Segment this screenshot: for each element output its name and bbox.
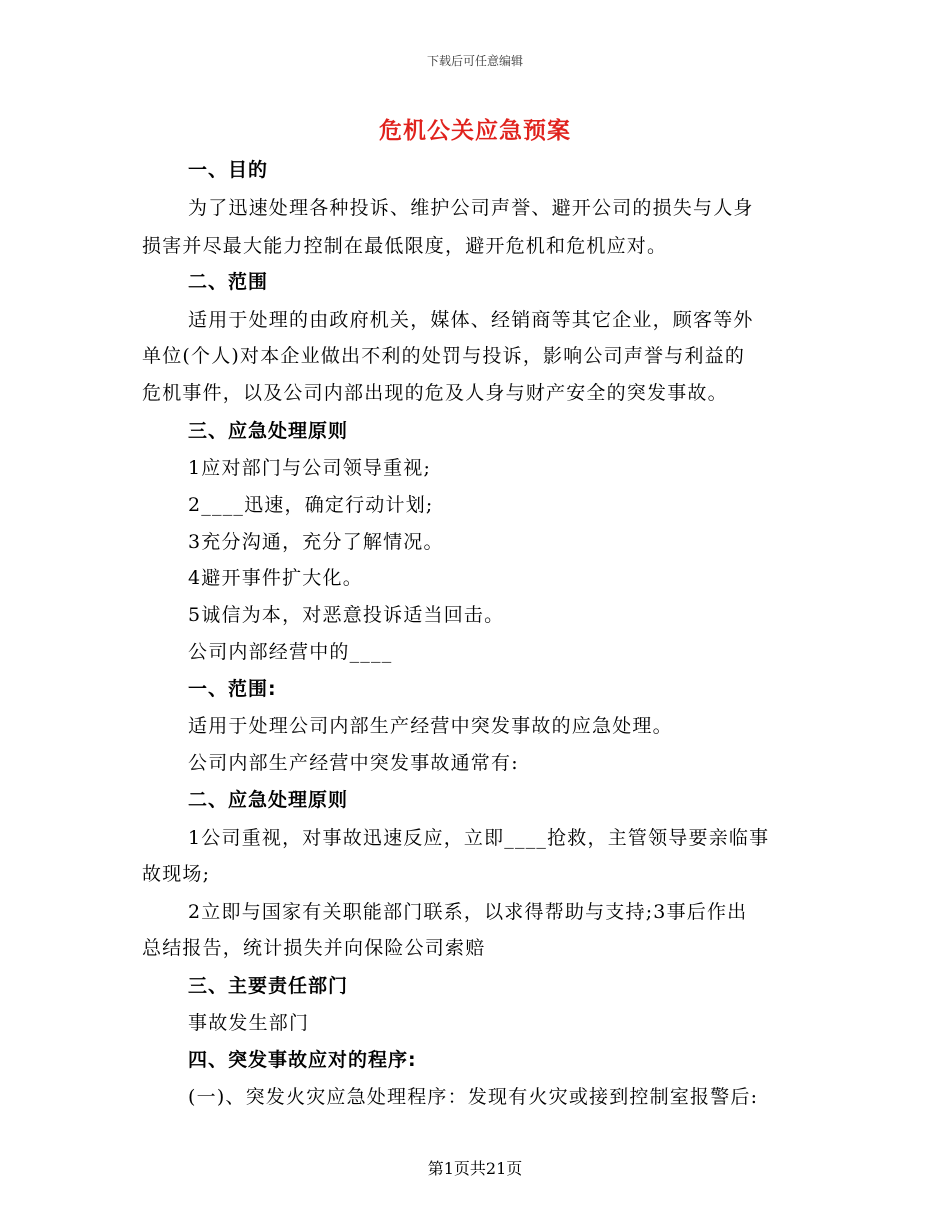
document-title: 危机公关应急预案 xyxy=(379,118,571,144)
paragraph-line: 故现场; xyxy=(142,863,211,885)
paragraph-line: 1公司重视，对事故迅速反应，立即____抢救，主管领导要亲临事 xyxy=(188,827,770,849)
page-number: 第1页共21页 xyxy=(427,1159,523,1178)
paragraph-line: 适用于处理的由政府机关，媒体、经销商等其它企业，顾客等外 xyxy=(188,309,754,331)
paragraph-line: 危机事件，以及公司内部出现的危及人身与财产安全的突发事故。 xyxy=(142,382,728,404)
paragraph-line: 损害并尽最大能力控制在最低限度，避开危机和危机应对。 xyxy=(142,235,668,257)
heading-scope: 二、范围 xyxy=(188,271,269,293)
paragraph-line: 公司内部经营中的____ xyxy=(188,641,393,663)
paragraph-line: 公司内部生产经营中突发事故通常有: xyxy=(188,752,519,774)
header-note: 下载后可任意编辑 xyxy=(426,54,523,68)
paragraph-line: 总结报告，统计损失并向保险公司索赔 xyxy=(142,937,486,959)
heading-internal-principles: 二、应急处理原则 xyxy=(188,789,349,811)
list-item: 2____迅速，确定行动计划; xyxy=(188,494,434,516)
paragraph-line: (一)、突发火灾应急处理程序：发现有火灾或接到控制室报警后: xyxy=(188,1086,759,1108)
heading-responsible-department: 三、主要责任部门 xyxy=(188,975,349,997)
list-item: 1应对部门与公司领导重视; xyxy=(188,457,432,479)
list-item: 5诚信为本，对恶意投诉适当回击。 xyxy=(188,604,505,626)
heading-purpose: 一、目的 xyxy=(188,159,269,181)
paragraph-line: 事故发生部门 xyxy=(188,1012,310,1034)
paragraph-line: 2立即与国家有关职能部门联系，以求得帮助与支持;3事后作出 xyxy=(188,901,748,923)
heading-procedure: 四、突发事故应对的程序: xyxy=(188,1049,417,1071)
paragraph-line: 适用于处理公司内部生产经营中突发事故的应急处理。 xyxy=(188,715,673,737)
heading-internal-scope: 一、范围: xyxy=(188,678,277,700)
paragraph-line: 单位(个人)对本企业做出不利的处罚与投诉，影响公司声誉与利益的 xyxy=(142,345,746,367)
list-item: 3充分沟通，充分了解情况。 xyxy=(188,531,444,553)
paragraph-line: 为了迅速处理各种投诉、维护公司声誉、避开公司的损失与人身 xyxy=(188,197,754,219)
heading-principles: 三、应急处理原则 xyxy=(188,420,349,442)
list-item: 4避开事件扩大化。 xyxy=(188,567,363,589)
